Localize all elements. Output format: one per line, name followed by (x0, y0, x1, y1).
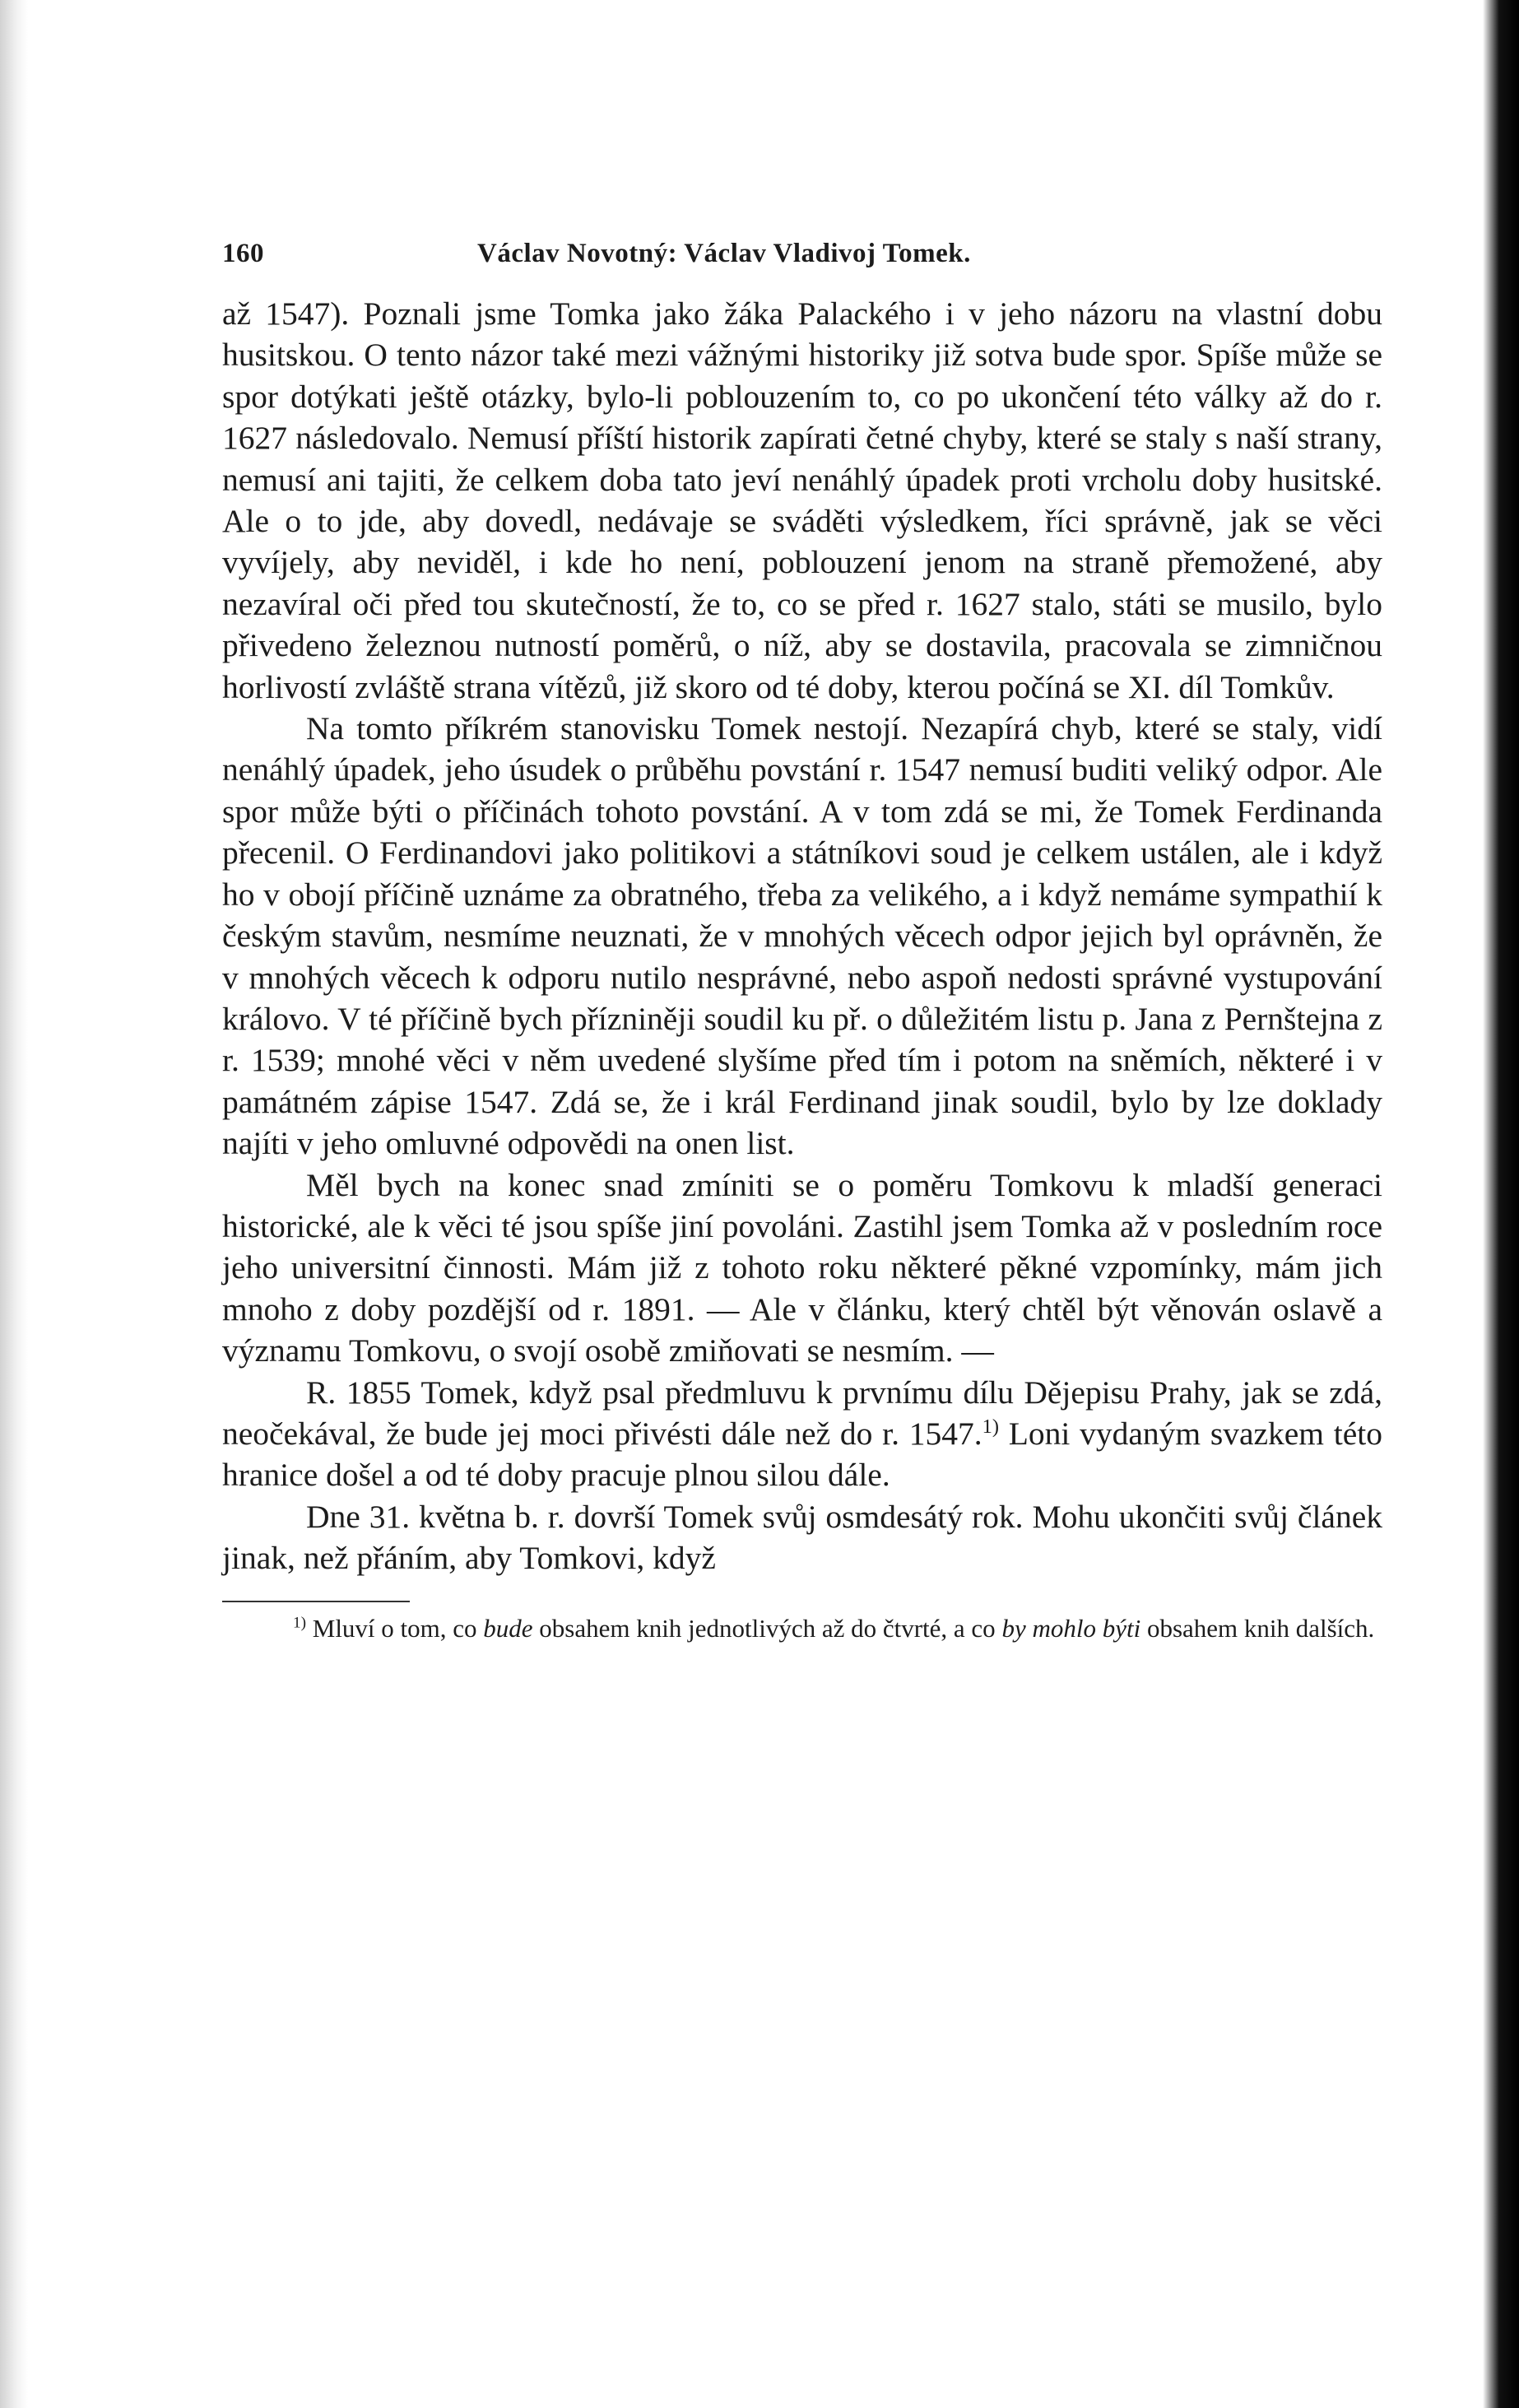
footnote-italic-b: by mohlo býti (1001, 1613, 1141, 1643)
scan-edge-left (0, 0, 28, 2408)
footnote (222, 1612, 1382, 1645)
page-number: 160 (222, 239, 264, 268)
page-header (222, 216, 1382, 268)
paragraph-4 (222, 1372, 1382, 1496)
footnote-rule (222, 1601, 410, 1602)
footnote-text-c: obsahem knih dalších. (1140, 1613, 1375, 1643)
footnote-marker: 1) (293, 1614, 306, 1632)
paragraph-5: Dne 31. května b. r. dovrší Tomek svůj osmdesátý rok. Mohu ukončiti svůj článek jinak, než přáním, aby Tomkovi, když (222, 1498, 1382, 1577)
footnote-text-b: obsahem knih jednotlivých až do čtvrté, a co (532, 1613, 1002, 1643)
book-page (222, 216, 1382, 1645)
footnote-reference: 1) (982, 1415, 999, 1438)
paragraph-4-text: R. 1855 Tomek, když psal předmluvu k prvnímu dílu Dějepisu Prahy, jak se zdá, neočekával, že bude jej moci přivésti dále než do r. 1547. (222, 1374, 1382, 1452)
paragraph-3: Měl bych na konec snad zmíniti se o poměru Tomkovu k mladší generaci historické, ale k věci té jsou spíše jiní povoláni. Zastihl jsem Tomka až v posledním roce jeho universitní činnosti. Mám již z tohoto roku některé pěkné vzpomínky, mám jich mnoho z doby pozdější od r. 1891. — Ale v článku, který chtěl být věnován oslavě a významu Tomkovu, o svojí osobě zmiňovati se nesmím. — (222, 1166, 1382, 1369)
footnote-italic-a: bude (483, 1613, 533, 1643)
scan-edge-right (1483, 0, 1519, 2408)
paragraph-4-tail: Loni vydaným svazkem této hranice došel a od té doby pracuje plnou silou dále. (222, 1415, 1382, 1494)
running-head: Václav Novotný: Václav Vladivoj Tomek. (477, 239, 971, 268)
paragraph-1: až 1547). Poznali jsme Tomka jako žáka Palackého i v jeho názoru na vlastní dobu husitskou. O tento názor také mezi vážnými historiky již sotva bude spor. Spíše může se spor dotýkati ještě otázky, bylo-li poblouzením to, co po ukončení této války až do r. 1627 následovalo. Nemusí příští historik zapírati četné chyby, které se staly s naší strany, nemusí ani tajiti, že celkem doba tato jeví nenáhlý úpadek proti vrcholu doby husitské. Ale o to jde, aby dovedl, nedávaje se sváděti výsledkem, říci správně, jak se věci vyvíjely, aby neviděl, i kde ho není, poblouzení jenom na straně přemožené, aby nezavíral oči před tou skutečností, že to, co se před r. 1627 stalo, státi se musilo, bylo přivedeno železnou nutností poměrů, o níž, aby se dostavila, pracovala se zimničnou horlivostí zvláště strana vítězů, již skoro od té doby, kterou počíná se XI. díl Tomkův. (222, 295, 1382, 705)
body-text (222, 293, 1382, 1579)
footnote-text-a: Mluví o tom, co (306, 1613, 484, 1643)
paragraph-2: Na tomto příkrém stanovisku Tomek nestojí. Nezapírá chyb, které se staly, vidí nenáhlý úpadek, jeho úsudek o průběhu povstání r. 1547 nemusí buditi veliký odpor. Ale spor může býti o příčinách tohoto povstání. A v tom zdá se mi, že Tomek Ferdinanda přecenil. O Ferdinandovi jako politikovi a státníkovi soud je celkem ustálen, ale i když ho v obojí příčině uznáme za obratného, třeba za velikého, a i když nemáme sympathií k českým stavům, nesmíme neuznati, že v mnohých věcech odpor jejich byl oprávněn, že v mnohých věcech k odporu nutilo nesprávné, nebo aspoň nedosti správné vystupování královo. V té příčině bych přízniněji soudil ku př. o důležitém listu p. Jana z Pernštejna z r. 1539; mnohé věci v něm uvedené slyšíme před tím i potom na sněmích, některé i v památném zápise 1547. Zdá se, že i král Ferdinand jinak soudil, bylo by lze doklady najíti v jeho omluvné odpovědi na onen list. (222, 710, 1382, 1162)
